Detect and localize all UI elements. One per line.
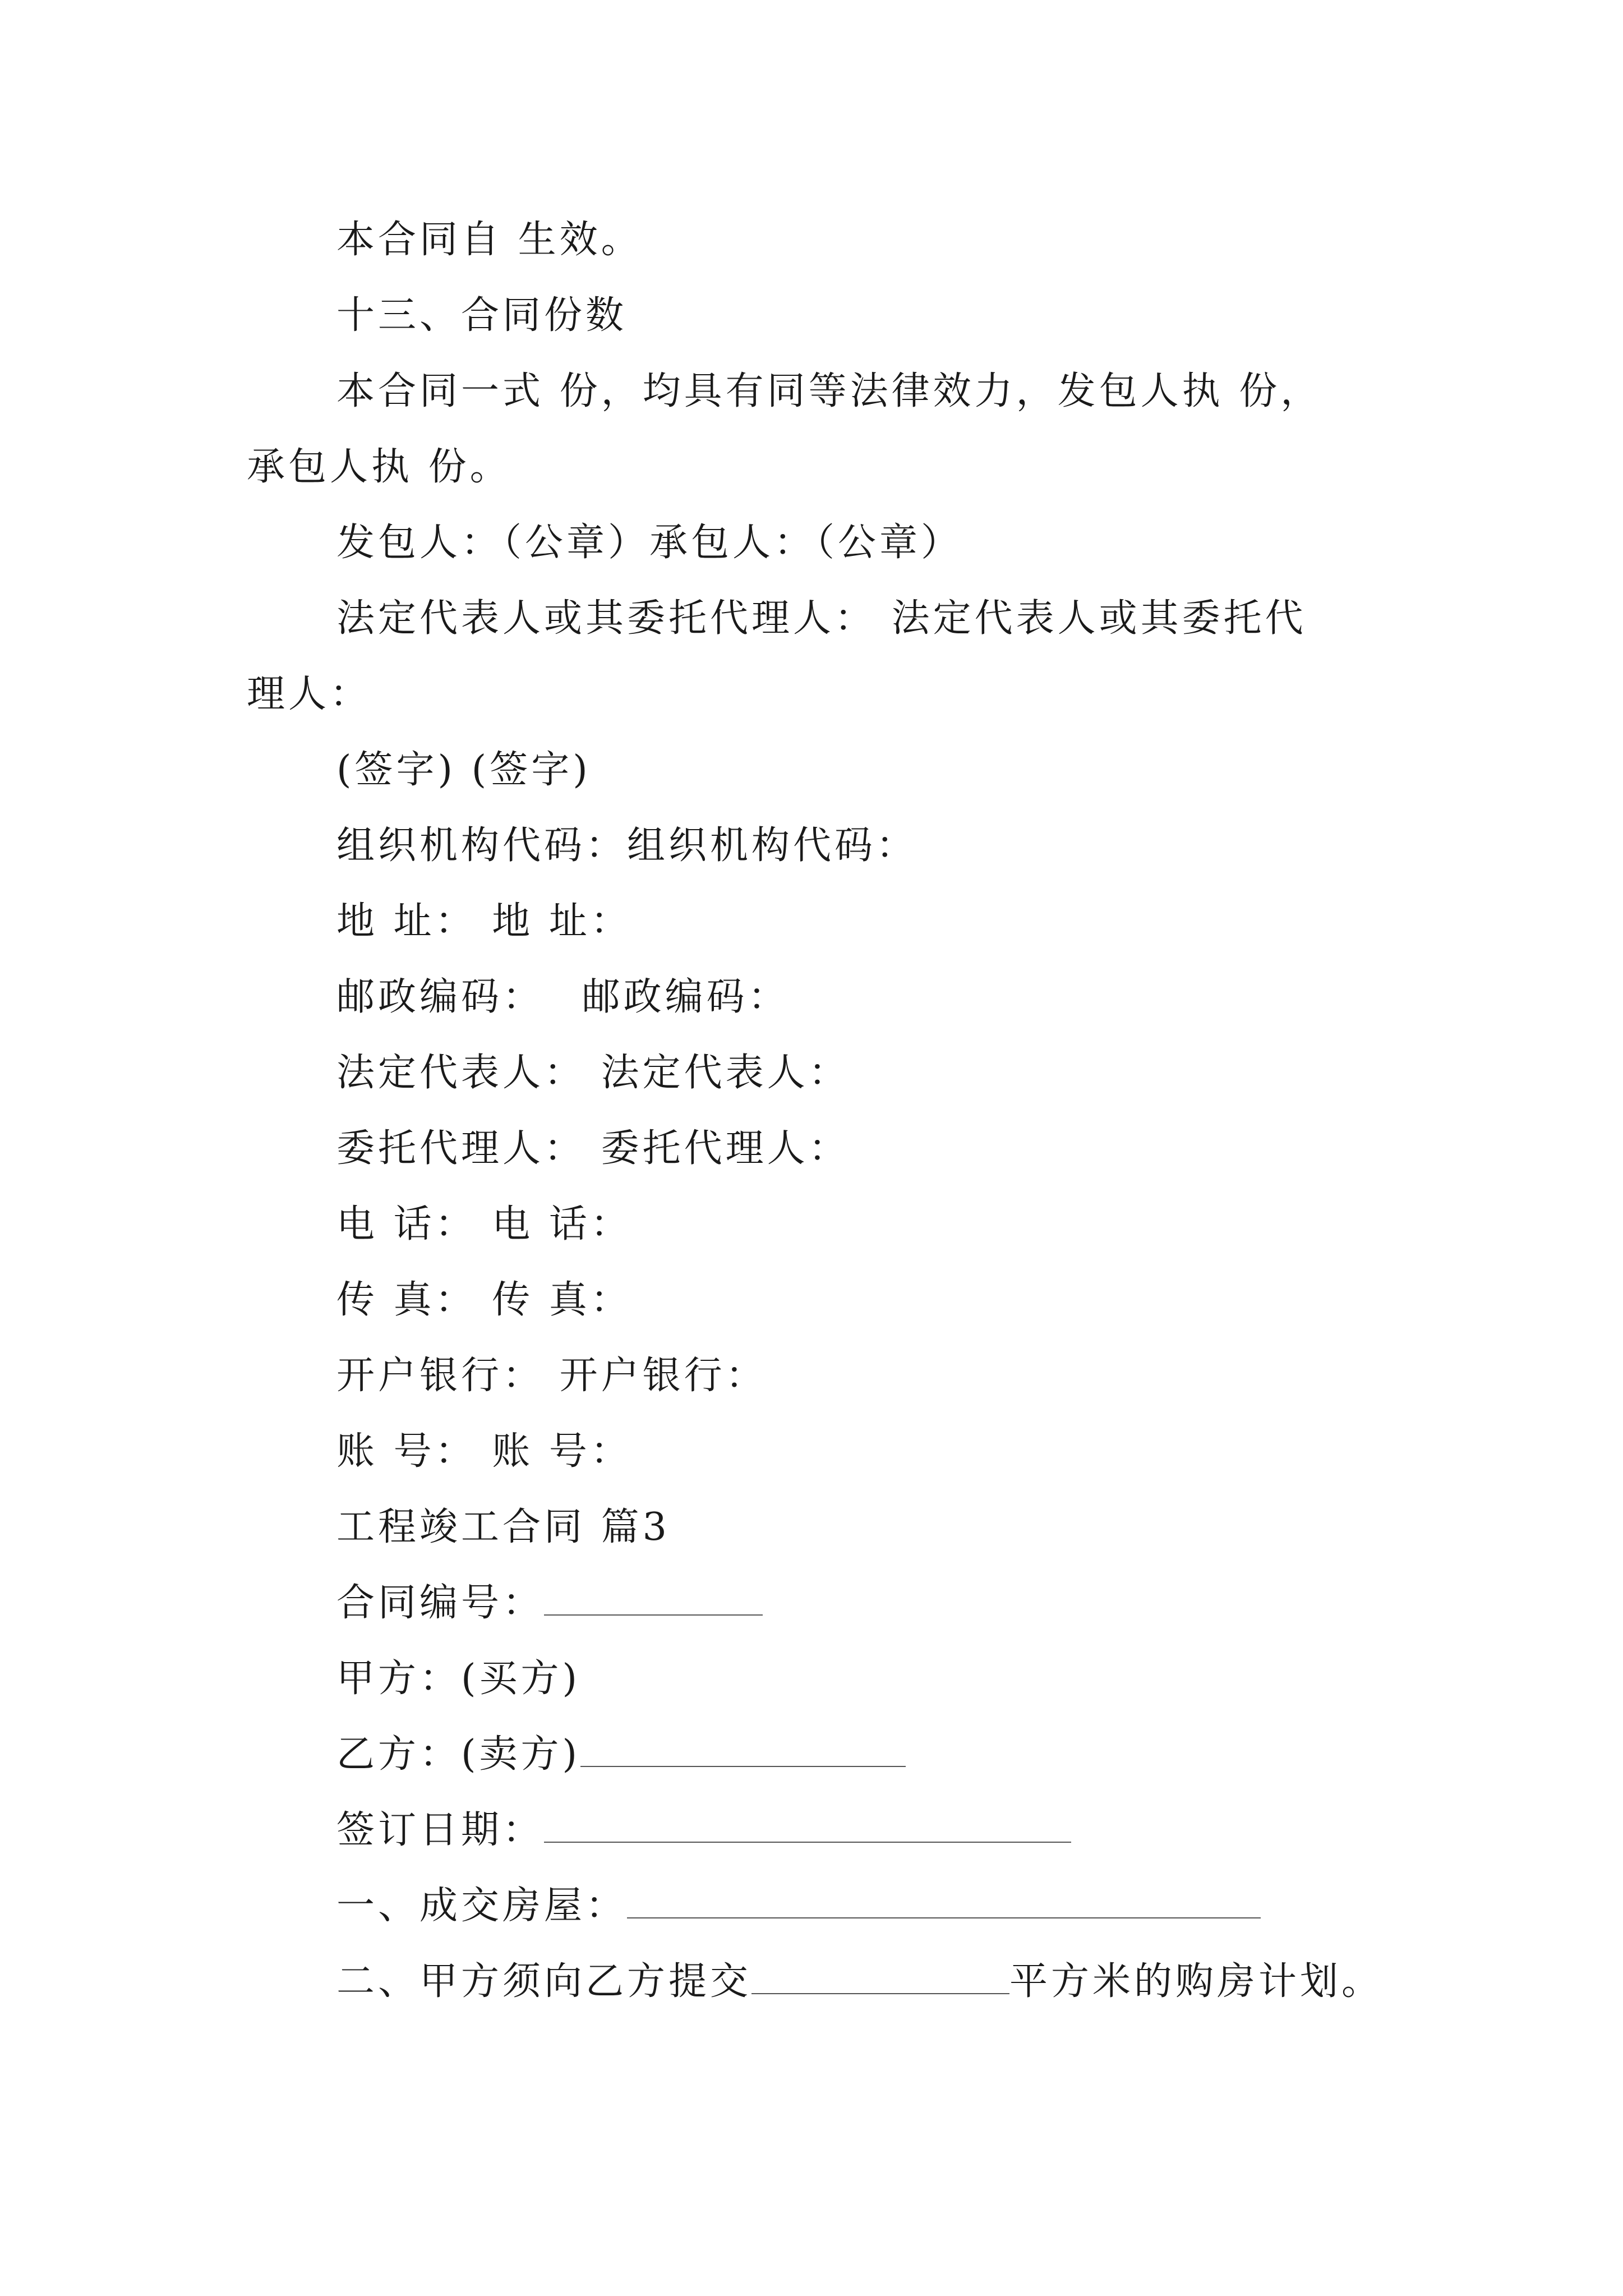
agent-line: 委托代理人： 委托代理人：	[336, 1126, 850, 1171]
contract-number-blank	[544, 1580, 763, 1616]
sign-date-blank	[544, 1807, 1071, 1843]
representative-line: 法定代表人或其委托代理人： 法定代表人或其委托代	[336, 596, 1307, 641]
signature-line: (签字) (签字)	[336, 748, 591, 792]
contract-number-line	[336, 1578, 763, 1628]
postal-code-line: 邮政编码： 邮政编码：	[336, 975, 790, 1019]
purchase-plan-label: 二、甲方须向乙方提交	[336, 1959, 752, 2004]
property-line	[336, 1881, 1261, 1931]
section-heading-13: 十三、合同份数	[336, 293, 628, 338]
party-b-line	[336, 1729, 906, 1780]
representative-line-cont: 理人：	[247, 672, 372, 716]
org-code-line: 组织机构代码：组织机构代码：	[336, 823, 918, 868]
phone-line: 电 话： 电 话：	[336, 1202, 632, 1246]
sign-date-label: 签订日期：	[336, 1808, 545, 1852]
bank-line: 开户银行： 开户银行：	[336, 1354, 767, 1398]
purchase-plan-suffix: 平方米的购房计划。	[1009, 1959, 1384, 2004]
seal-line: 发包人：（公章）承包人：（公章）	[336, 521, 963, 565]
party-b-label: 乙方：(卖方)	[336, 1732, 581, 1777]
address-line: 地 址： 地 址：	[336, 899, 632, 944]
contract-number-label: 合同编号：	[336, 1581, 545, 1625]
fax-line: 传 真： 传 真：	[336, 1278, 632, 1322]
sign-date-line	[336, 1805, 1071, 1856]
legal-rep-line: 法定代表人： 法定代表人：	[336, 1051, 850, 1095]
copies-clause-cont: 承包人执 份。	[247, 445, 511, 489]
property-blank	[627, 1883, 1261, 1918]
effective-clause: 本合同自 生效。	[336, 218, 643, 262]
contract-title: 工程竣工合同 篇3	[336, 1505, 670, 1549]
property-label: 一、成交房屋：	[336, 1884, 628, 1928]
party-b-blank	[580, 1731, 906, 1767]
purchase-plan-blank	[751, 1958, 1009, 1994]
copies-clause: 本合同一式 份，均具有同等法律效力，发包人执 份，	[336, 369, 1322, 413]
purchase-plan-line	[336, 1957, 1383, 2007]
account-line: 账 号： 账 号：	[336, 1429, 632, 1474]
party-a-line: 甲方：(买方)	[336, 1657, 581, 1701]
